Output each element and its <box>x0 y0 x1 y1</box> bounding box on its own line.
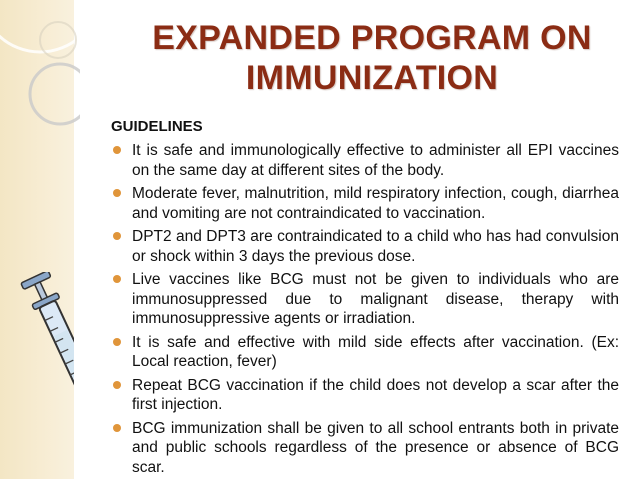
bullet-text: BCG immunization shall be given to all school entrants both in private and public schools regardless of the presence or absence of BCG scar. <box>132 419 619 476</box>
list-item <box>111 376 619 415</box>
bullet-text: It is safe and immunologically effective to administer all EPI vaccines on the same day at different sites of the body. <box>132 142 619 179</box>
bullet-text: It is safe and effective with mild side effects after vaccination. (Ex: Local reaction, fever) <box>132 333 619 370</box>
bullet-text: Repeat BCG vaccination if the child does not develop a scar after the first injection. <box>132 376 619 413</box>
bullet-icon <box>113 381 121 389</box>
bullet-text: Moderate fever, malnutrition, mild respiratory infection, cough, diarrhea and vomiting are not contraindicated to vaccination. <box>132 185 619 222</box>
decorative-circles-icon <box>0 0 80 130</box>
bullet-icon <box>113 424 121 432</box>
list-item <box>111 333 619 372</box>
bullet-icon <box>113 189 121 197</box>
list-item <box>111 419 619 478</box>
guidelines-list <box>111 141 619 481</box>
guidelines-heading: GUIDELINES <box>111 118 203 135</box>
slide-title <box>112 18 632 98</box>
list-item <box>111 270 619 329</box>
list-item <box>111 184 619 223</box>
bullet-icon <box>113 146 121 154</box>
bullet-icon <box>113 232 121 240</box>
bullet-text: DPT2 and DPT3 are contraindicated to a child who has had convulsion or shock within 3 days the previous dose. <box>132 228 619 265</box>
syringe-icon <box>0 272 74 479</box>
title-line-1: EXPANDED PROGRAM ON <box>152 19 592 57</box>
list-item <box>111 227 619 266</box>
bullet-text: Live vaccines like BCG must not be given to individuals who are immunosuppressed due to malignant disease, therapy with immunosuppressive agents or irradiation. <box>132 271 619 327</box>
title-line-2: IMMUNIZATION <box>245 59 499 97</box>
bullet-icon <box>113 338 121 346</box>
bullet-icon <box>113 275 121 283</box>
list-item <box>111 141 619 180</box>
